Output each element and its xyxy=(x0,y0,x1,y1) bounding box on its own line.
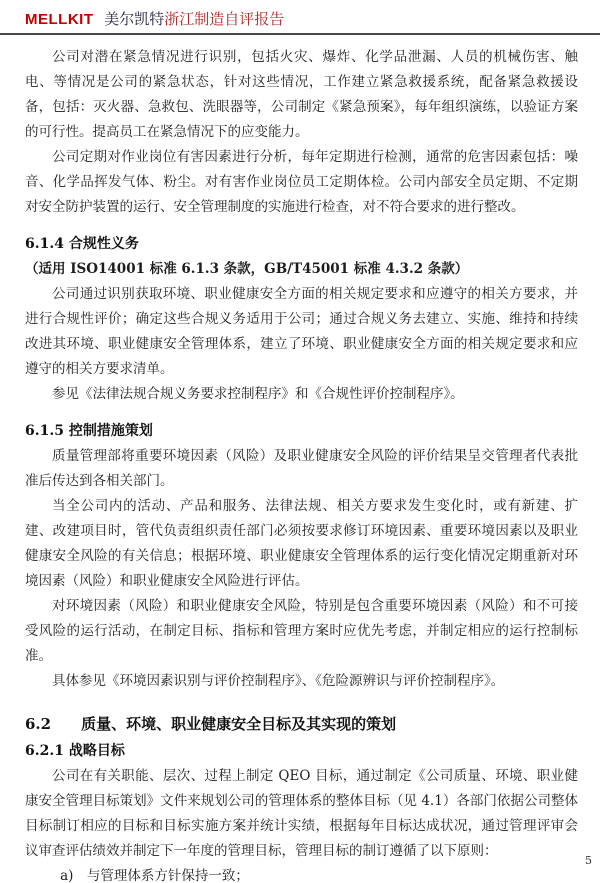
paragraph-compliance-evaluation: 公司通过识别获取环境、职业健康安全方面的相关规定要求和应遵守的相关方要求，并进行合规性评价；确定这些合规义务适用于公司；通过合规义务去建立、实施、维持和持续改进其环境、职业健康安全管理体系，建立了环境、职业健康安全方面的相关规定要求和应遵守的相关方要求清单。 xyxy=(25,286,578,377)
paragraph-risk-priority: 对环境因素（风险）和职业健康安全风险，特别是包含重要环境因素（风险）和不可接受风险的运行活动，在制定目标、指标和管理方案时应优先考虑，并制定相应的运行控制标准。 xyxy=(25,598,578,664)
paragraph-compliance-reference: 参见《法律法规合规义务要求控制程序》和《合规性评价控制程序》。 xyxy=(52,386,464,402)
applicable-standards-note: （适用 ISO14001 标准 6.1.3 条款，GB/T45001 标准 4.3.2 条款） xyxy=(25,261,469,277)
heading-6-2-1-strategic-objectives: 6.2.1 战略目标 xyxy=(25,743,125,759)
paragraph-risk-approval: 质量管理部将重要环境因素（风险）及职业健康安全风险的评价结果呈交管理者代表批准后传达到各相关部门。 xyxy=(25,448,578,489)
document-body xyxy=(0,35,600,883)
brand-logo-text: MELLKIT xyxy=(25,11,94,28)
heading-6-2-objectives-planning: 6.2 质量、环境、职业健康安全目标及其实现的策划 xyxy=(25,715,397,733)
heading-6-1-4-compliance-obligations: 6.1.4 合规性义务 xyxy=(25,236,139,252)
document-title: 浙江制造自评报告 xyxy=(164,10,285,28)
paragraph-emergency-identification: 公司对潜在紧急情况进行识别，包括火灾、爆炸、化学品泄漏、人员的机械伤害、触电、等情况是公司的紧急状态，针对这些情况，工作建立紧急救援系统，配备紧急救援设备，包括：灭火器、急救包、洗眼器等，公司制定《紧急预案》，每年组织演练，以验证方案的可行性。提高员工在紧急情况下的应变能力。 xyxy=(25,49,578,140)
paragraph-strategic-objectives: 公司在有关职能、层次、过程上制定 QEO 目标，通过制定《公司质量、环境、职业健康安全管理目标策划》文件来规划公司的管理体系的整体目标（见 4.1）各部门依据公司整体目标制订相应的目标和目标实施方案并统计实绩，根据每年目标达成状况，通过管理评审会议审查评估绩效并制定下一年度的管理目标，管理目标的制订遵循了以下原则： xyxy=(25,768,578,859)
paragraph-hazard-analysis: 公司定期对作业岗位有害因素进行分析，每年定期进行检测，通常的危害因素包括：噪音、化学品挥发气体、粉尘。对有害作业岗位员工定期体检。公司内部安全员定期、不定期对安全防护装置的运行、安全管理制度的实施进行检查，对不符合要求的进行整改。 xyxy=(25,149,578,215)
list-item-a: a) 与管理体系方针保持一致； xyxy=(60,868,249,883)
paragraph-control-reference: 具体参见《环境因素识别与评价控制程序》、《危险源辨识与评价控制程序》。 xyxy=(52,673,505,689)
page-header xyxy=(0,0,600,35)
page-number: 5 xyxy=(585,854,592,867)
brand-company-name: 美尔凯特 xyxy=(104,10,165,28)
paragraph-risk-revision: 当全公司内的活动、产品和服务、法律法规、相关方要求发生变化时，或有新建、扩建、改建项目时，管代负责组织责任部门必须按要求修订环境因素、重要环境因素以及职业健康安全风险的有关信息；根据环境、职业健康安全管理体系的运行变化情况定期重新对环境因素（风险）和职业健康安全风险进行评估。 xyxy=(25,498,578,589)
heading-6-1-5-control-measures: 6.1.5 控制措施策划 xyxy=(25,423,153,439)
